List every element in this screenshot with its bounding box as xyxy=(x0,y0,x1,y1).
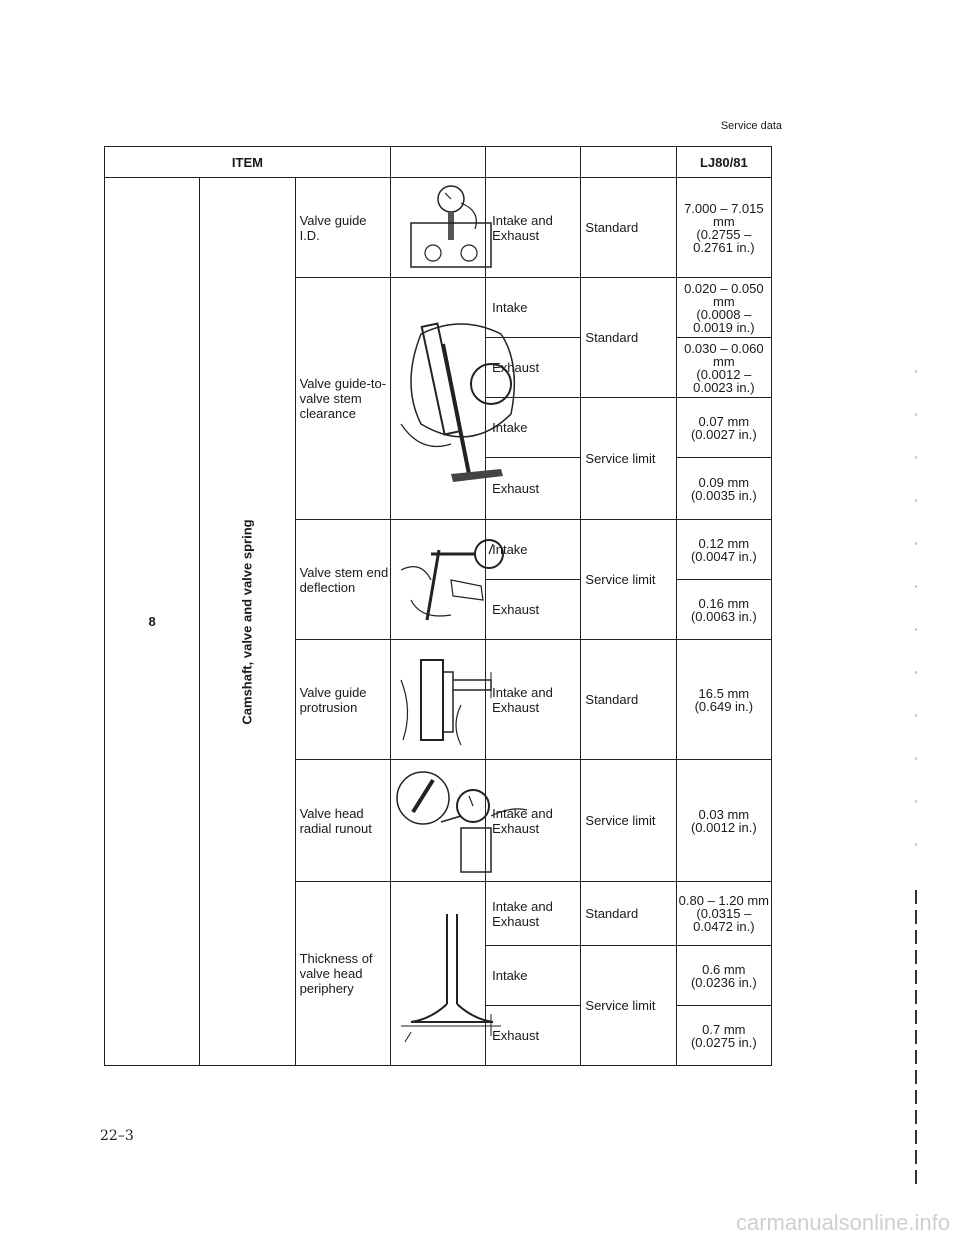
value-mm: 0.80 – 1.20 mm xyxy=(678,893,769,908)
value-mm: 0.03 mm xyxy=(698,806,750,822)
spec-value xyxy=(676,640,771,760)
part-label: Exhaust xyxy=(486,338,581,398)
spec-value xyxy=(676,278,771,338)
item-name: Valve guide I.D. xyxy=(295,178,390,278)
group-label: Camshaft, valve and valve spring xyxy=(239,518,255,725)
spec-value xyxy=(676,338,771,398)
deflection-illustration xyxy=(390,520,485,640)
part-column-header xyxy=(486,147,581,178)
value-in: (0.0236 in.) xyxy=(690,974,757,990)
part-label: Exhaust xyxy=(486,458,581,520)
value-in: (0.0012 – 0.0023 in.) xyxy=(693,366,755,395)
spec-kind: Standard xyxy=(581,640,676,760)
value-in: (0.649 in.) xyxy=(694,698,754,714)
part-label: Intake and Exhaust xyxy=(486,640,581,760)
part-label: Intake xyxy=(486,398,581,458)
group-number: 8 xyxy=(105,178,200,1066)
value-mm: 0.6 mm xyxy=(702,961,746,977)
spec-kind: Standard xyxy=(581,278,676,398)
part-label: Intake and Exhaust xyxy=(486,760,581,882)
valve-head-illustration xyxy=(390,882,485,1066)
value-in: (0.0047 in.) xyxy=(690,548,757,564)
spec-value xyxy=(676,398,771,458)
table-header-row xyxy=(105,147,772,178)
value-mm: 0.09 mm xyxy=(698,474,750,490)
value-mm: 0.7 mm xyxy=(702,1021,746,1037)
valve-guide-id-illustration xyxy=(390,178,485,278)
spec-kind: Service limit xyxy=(581,946,676,1066)
table-row xyxy=(105,178,772,278)
value-in: (0.0012 in.) xyxy=(690,819,757,835)
part-label: Exhaust xyxy=(486,580,581,640)
value-in: (0.0063 in.) xyxy=(690,608,757,624)
value-mm: 0.16 mm xyxy=(698,595,750,611)
figure-column-header xyxy=(390,147,485,178)
item-name: Valve guide-to-valve stem clearance xyxy=(295,278,390,520)
runout-illustration xyxy=(390,760,485,882)
watermark: carmanualsonline.info xyxy=(735,1210,950,1235)
item-column-header: ITEM xyxy=(105,147,391,178)
spec-kind: Standard xyxy=(581,882,676,946)
kind-column-header xyxy=(581,147,676,178)
part-label: Intake xyxy=(486,946,581,1006)
value-in: (0.0315 – 0.0472 in.) xyxy=(693,906,755,934)
item-name: Thickness of valve head periphery xyxy=(295,882,390,1066)
part-label: Intake and Exhaust xyxy=(486,882,581,946)
spec-kind: Standard xyxy=(581,178,676,278)
part-label: Intake xyxy=(486,278,581,338)
spec-kind: Service limit xyxy=(581,398,676,520)
value-mm: 0.07 mm xyxy=(698,413,750,429)
spec-value xyxy=(676,580,771,640)
service-data-table xyxy=(104,146,772,1066)
value-mm: 7.000 – 7.015 mm xyxy=(684,200,764,229)
value-in: (0.2755 – 0.2761 in.) xyxy=(693,226,755,255)
value-in: (0.0008 – 0.0019 in.) xyxy=(693,306,755,335)
spec-kind: Service limit xyxy=(581,520,676,640)
spec-value xyxy=(676,178,771,278)
value-mm: 0.030 – 0.060 mm xyxy=(684,340,764,369)
value-mm: 16.5 mm xyxy=(698,685,750,701)
spec-value xyxy=(676,1006,771,1066)
value-mm: 0.020 – 0.050 mm xyxy=(684,280,764,309)
group-label-cell xyxy=(200,178,295,1066)
spec-value xyxy=(676,946,771,1006)
spec-value xyxy=(676,458,771,520)
scan-edge-marks xyxy=(912,290,920,1190)
item-name: Valve head radial runout xyxy=(295,760,390,882)
part-label: Exhaust xyxy=(486,1006,581,1066)
value-in: (0.0035 in.) xyxy=(690,487,757,503)
item-name: Valve guide protrusion xyxy=(295,640,390,760)
spec-value xyxy=(676,882,771,946)
spec-value xyxy=(676,760,771,882)
value-in: (0.0275 in.) xyxy=(690,1034,757,1050)
item-name: Valve stem end deflection xyxy=(295,520,390,640)
part-label: Intake and Exhaust xyxy=(486,178,581,278)
protrusion-illustration xyxy=(390,640,485,760)
part-label: Intake xyxy=(486,520,581,580)
page-number: 22–3 xyxy=(100,1128,134,1144)
model-column-header: LJ80/81 xyxy=(676,147,771,178)
spec-kind: Service limit xyxy=(581,760,676,882)
value-in: (0.0027 in.) xyxy=(690,426,757,442)
spec-value xyxy=(676,520,771,580)
section-header: Service data xyxy=(720,120,782,132)
value-mm: 0.12 mm xyxy=(698,535,750,551)
clearance-illustration xyxy=(390,278,485,520)
